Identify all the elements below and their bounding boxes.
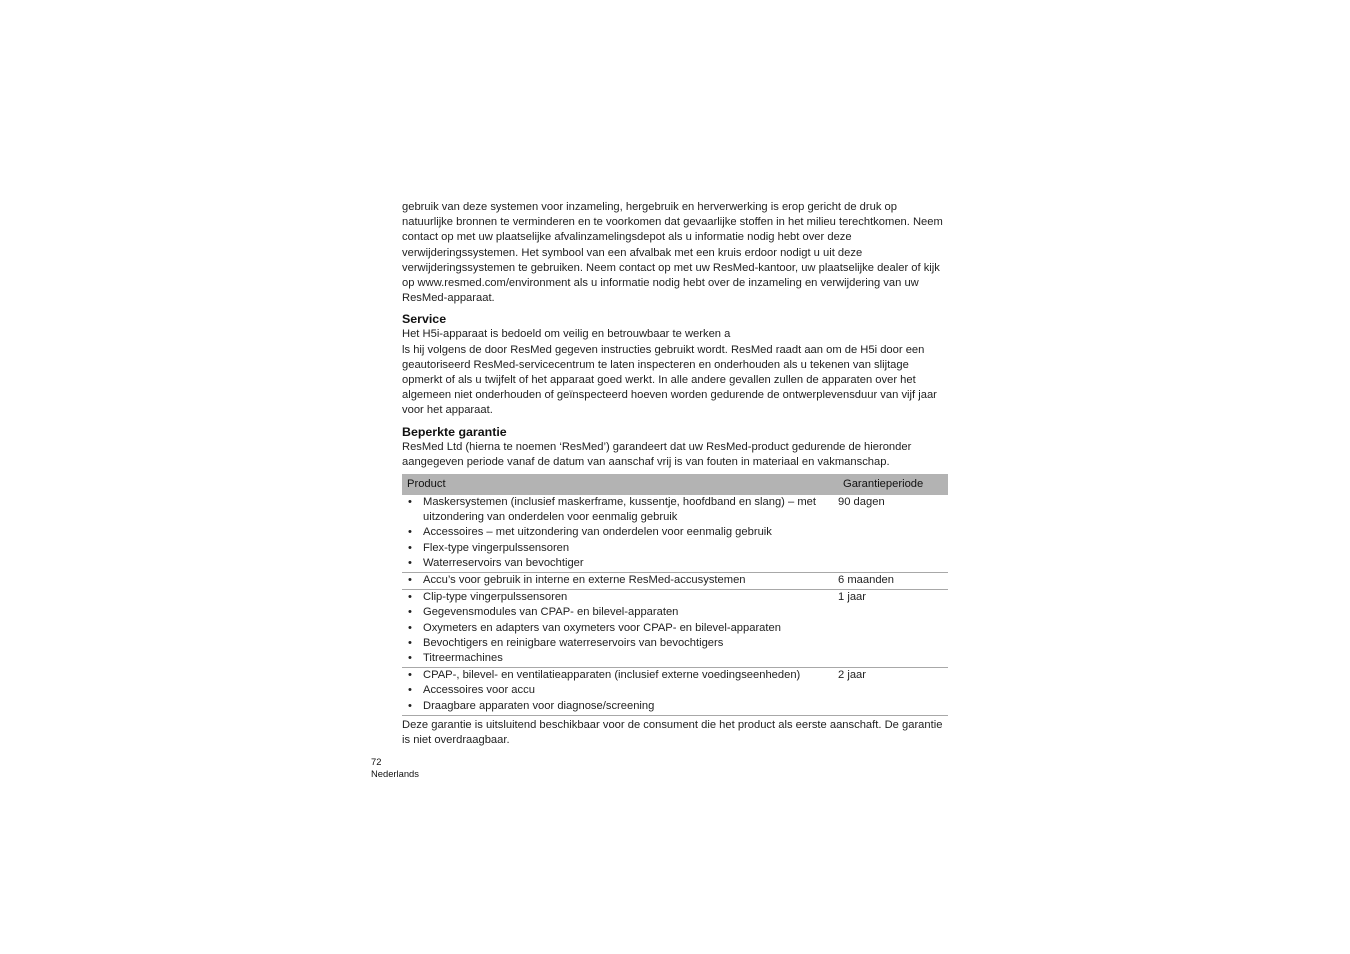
intro-paragraph: gebruik van deze systemen voor inzameling, hergebruik en herverwerking is erop gericht de druk op natuurlijke bronnen te verminderen en te voorkomen dat gevaarlijke stoffen in het milieu terechtkomen. Neem contact op met uw plaatselijke afvalinzamelingsdepot als u informatie nodig hebt over deze verwijderingssystemen. Het symbool van een afvalbak met een kruis erdoor nodigt u uit deze verwijderingssystemen te gebruiken. Neem contact op met uw ResMed-kantoor, uw plaatselijke dealer of kijk op www.resmed.com/environment als u informatie nodig hebt over de inzameling en verwijdering van uw ResMed-apparaat. [402,201,943,305]
list-item: • Accessoires – met uitzondering van onderdelen voor eenmalig gebruik [402,525,838,540]
warranty-paragraph: ResMed Ltd (hierna te noemen ‘ResMed’) garandeert dat uw ResMed-product gedurende de hieronder aangegeven periode vanaf de datum van aanschaf vrij is van fouten in materiaal en vakmanschap. [402,440,912,468]
page-footer [371,756,419,781]
product-list [402,573,838,588]
product-list [402,495,838,571]
list-item: • Accessoires voor accu [402,683,838,698]
list-item: • Draagbare apparaten voor diagnose/screening [402,699,838,714]
footer-language: Nederlands [371,768,419,780]
column-header-product: Product [407,477,446,490]
list-item: • Oxymeters en adapters van oxymeters voor CPAP- en bilevel-apparaten [402,621,838,636]
product-cell [402,668,838,714]
column-header-period: Garantieperiode [843,477,924,490]
product-cell [402,590,838,666]
period-cell: 2 jaar [838,669,866,682]
page-number: 72 [371,756,382,767]
list-item: • Titreermachines [402,651,838,666]
table-row [402,590,948,668]
table-row [402,573,948,590]
table-header [402,474,948,495]
list-item: • Clip-type vingerpulssensoren [402,590,838,605]
list-item: • Accu’s voor gebruik in interne en externe ResMed-accusystemen [402,573,838,588]
period-cell: 1 jaar [838,591,866,604]
list-item: • CPAP-, bilevel- en ventilatieapparaten (inclusief externe voedingseenheden) [402,668,838,683]
page-content [402,200,948,748]
list-item: • Gegevensmodules van CPAP- en bilevel-apparaten [402,605,838,620]
product-list [402,668,838,714]
list-item: • Flex-type vingerpulssensoren [402,541,838,556]
service-line-1: Het H5i-apparaat is bedoeld om veilig en betrouwbaar te werken a [402,328,731,341]
period-cell: 6 maanden [838,574,894,587]
service-heading: Service [402,312,447,327]
product-cell [402,495,838,571]
warranty-note: Deze garantie is uitsluitend beschikbaar voor de consument die het product als eerste aanschaft. De garantie is niet overdraagbaar. [402,718,943,747]
warranty-heading: Beperkte garantie [402,424,507,439]
warranty-table [402,474,948,716]
period-cell: 90 dagen [838,496,885,509]
list-item: • Maskersystemen (inclusief maskerframe, kussentje, hoofdband en slang) – met uitzondering van onderdelen voor eenmalig gebruik [402,495,838,525]
product-cell [402,573,838,588]
table-row [402,668,948,716]
list-item: • Waterreservoirs van bevochtiger [402,556,838,571]
list-item: • Bevochtigers en reinigbare waterreservoirs van bevochtigers [402,636,838,651]
product-list [402,590,838,666]
service-paragraph: ls hij volgens de door ResMed gegeven instructies gebruikt wordt. ResMed raadt aan om de H5i door een geautoriseerd ResMed-servicecentrum te laten inspecteren en onderhouden als u tekenen van slijtage opmerkt of als u twijfelt of het apparaat goed werkt. In alle andere gevallen zullen de apparaten over het algemeen niet onderhouden of geïnspecteerd hoeven worden gedurende de ontwerplevensduur van vijf jaar voor het apparaat. [402,343,937,417]
table-row [402,495,948,573]
